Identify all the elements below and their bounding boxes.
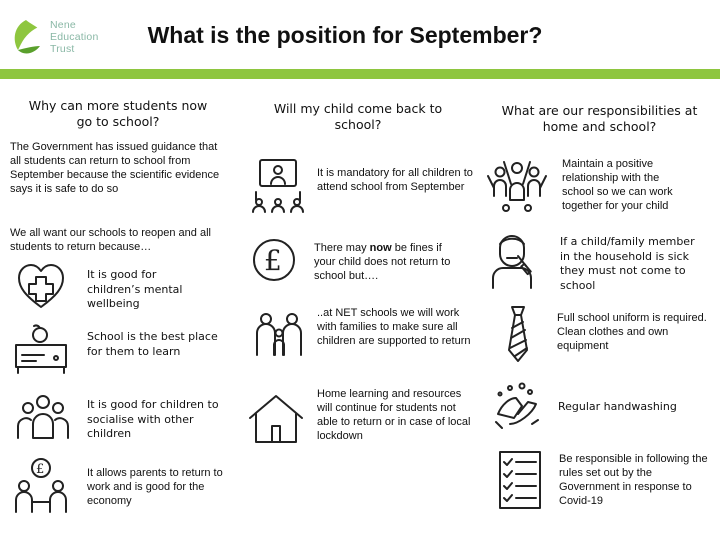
svg-text:£: £ bbox=[264, 244, 282, 277]
leaf-logo-icon bbox=[8, 16, 44, 60]
celebrating-people-icon bbox=[486, 156, 548, 212]
logo-line-3: Trust bbox=[50, 43, 75, 55]
col3-item-1: Maintain a positive relationship with the school so we can work together for your child bbox=[562, 158, 673, 212]
col1-heading: Why can more students now go to school? bbox=[28, 98, 208, 129]
heart-medical-icon bbox=[16, 262, 66, 312]
school-desk-icon bbox=[14, 325, 68, 375]
checklist-icon bbox=[496, 446, 544, 510]
house-icon bbox=[248, 394, 304, 444]
col2-item-2-after: be fines if your child does not return to school but…. bbox=[314, 242, 451, 282]
parent-money-icon bbox=[14, 458, 68, 514]
col3-heading: What are our responsibilities at home and school? bbox=[501, 103, 698, 134]
col1-item-1: It is good for children’s mental wellbeing bbox=[87, 268, 183, 310]
col2-item-2 bbox=[314, 241, 464, 283]
sick-person-icon bbox=[490, 232, 536, 290]
col2-item-3: ..at NET schools we will work with families to make sure all children are supported to return bbox=[317, 307, 471, 347]
col1-item-2: School is the best place for them to learn bbox=[87, 330, 218, 358]
page-title: What is the position for September? bbox=[147, 22, 543, 48]
col1-item-3: It is good for children to socialise with other children bbox=[87, 398, 219, 440]
col3-item-4: Regular handwashing bbox=[558, 400, 677, 413]
group-icon bbox=[16, 394, 70, 440]
col2-item-1: It is mandatory for all children to attend school from September bbox=[317, 167, 473, 193]
col2-item-2-before: There may bbox=[314, 242, 370, 254]
logo-line-1: Nene bbox=[50, 19, 76, 31]
col1-intro: The Government has issued guidance that all students can return to school from September because the scientific evidence says it is safe to do so bbox=[10, 141, 220, 195]
logo bbox=[8, 16, 118, 60]
classroom-icon bbox=[250, 158, 306, 214]
col2-item-2-bold: now bbox=[369, 242, 392, 254]
family-icon bbox=[254, 313, 304, 357]
col3-item-3: Full school uniform is required. Clean clothes and own equipment bbox=[557, 312, 707, 352]
header-divider-bar bbox=[0, 69, 720, 79]
col2-heading: Will my child come back to school? bbox=[273, 101, 443, 132]
col1-lead: We all want our schools to reopen and all students to return because… bbox=[10, 227, 211, 253]
pound-icon bbox=[252, 238, 296, 282]
tie-icon bbox=[503, 304, 533, 364]
logo-text bbox=[50, 19, 99, 55]
svg-text:£: £ bbox=[36, 462, 45, 477]
logo-line-2: Education bbox=[50, 31, 99, 43]
col1-item-4: It allows parents to return to work and is good for the economy bbox=[87, 467, 223, 507]
handwashing-icon bbox=[492, 384, 542, 432]
col3-item-5: Be responsible in following the rules set out by the Government in response to Covid-19 bbox=[559, 453, 708, 507]
col3-item-2: If a child/family member in the household is sick they must not come to school bbox=[560, 235, 695, 292]
col2-item-4: Home learning and resources will continue for students not able to return or in case of local lockdown bbox=[317, 388, 471, 442]
